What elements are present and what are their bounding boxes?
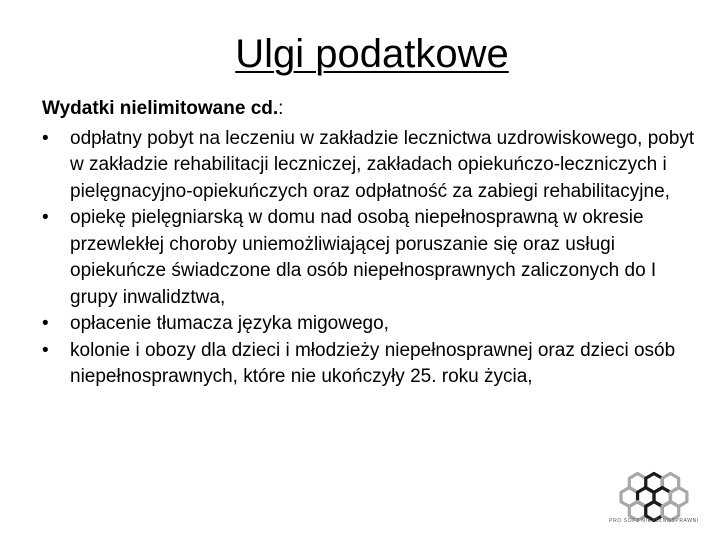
bullet-text: opłacenie tłumacza języka migowego,: [70, 313, 389, 334]
section-heading: [42, 96, 702, 123]
bullet-item: [42, 338, 702, 391]
section-heading-colon: :: [278, 98, 284, 119]
bullet-text: odpłatny pobyt na leczeniu w zakładzie lecznictwa uzdrowiskowego, pobyt w zakładzie rehabilitacji leczniczej, zakładach opiekuńczo-leczniczych i pielęgnacyjno-opiekuńczych oraz odpłatność za zabiegi rehabilitacyjne,: [70, 127, 695, 202]
bullet-dot: •: [42, 207, 49, 228]
bullet-text: opiekę pielęgniarską w domu nad osobą niepełnosprawną w okresie przewlekłej choroby uniemożliwiającej poruszanie się oraz usługi opiekuńcze świadczone dla osób niepełnosprawnych zaliczonych do I grupy inwalidztwa,: [70, 207, 657, 308]
bullet-item: [42, 205, 702, 311]
bullet-dot: •: [42, 127, 49, 149]
bullet-list: [42, 126, 702, 391]
slide-content: [42, 96, 702, 391]
section-heading-text: Wydatki nielimitowane cd.: [42, 98, 279, 119]
slide-title: Ulgi podatkowe: [235, 32, 509, 76]
bullet-dot: •: [42, 339, 49, 361]
bullet-item: [42, 126, 702, 206]
bullet-item: [42, 311, 702, 338]
bullet-dot: •: [42, 313, 49, 334]
logo-caption: PRO SOFT NIEPEŁNOSPRAWNI: [609, 518, 699, 524]
bullet-text: kolonie i obozy dla dzieci i młodzieży niepełnosprawnej oraz dzieci osób niepełnosprawnych, które nie ukończyły 25. roku życia,: [70, 339, 676, 387]
